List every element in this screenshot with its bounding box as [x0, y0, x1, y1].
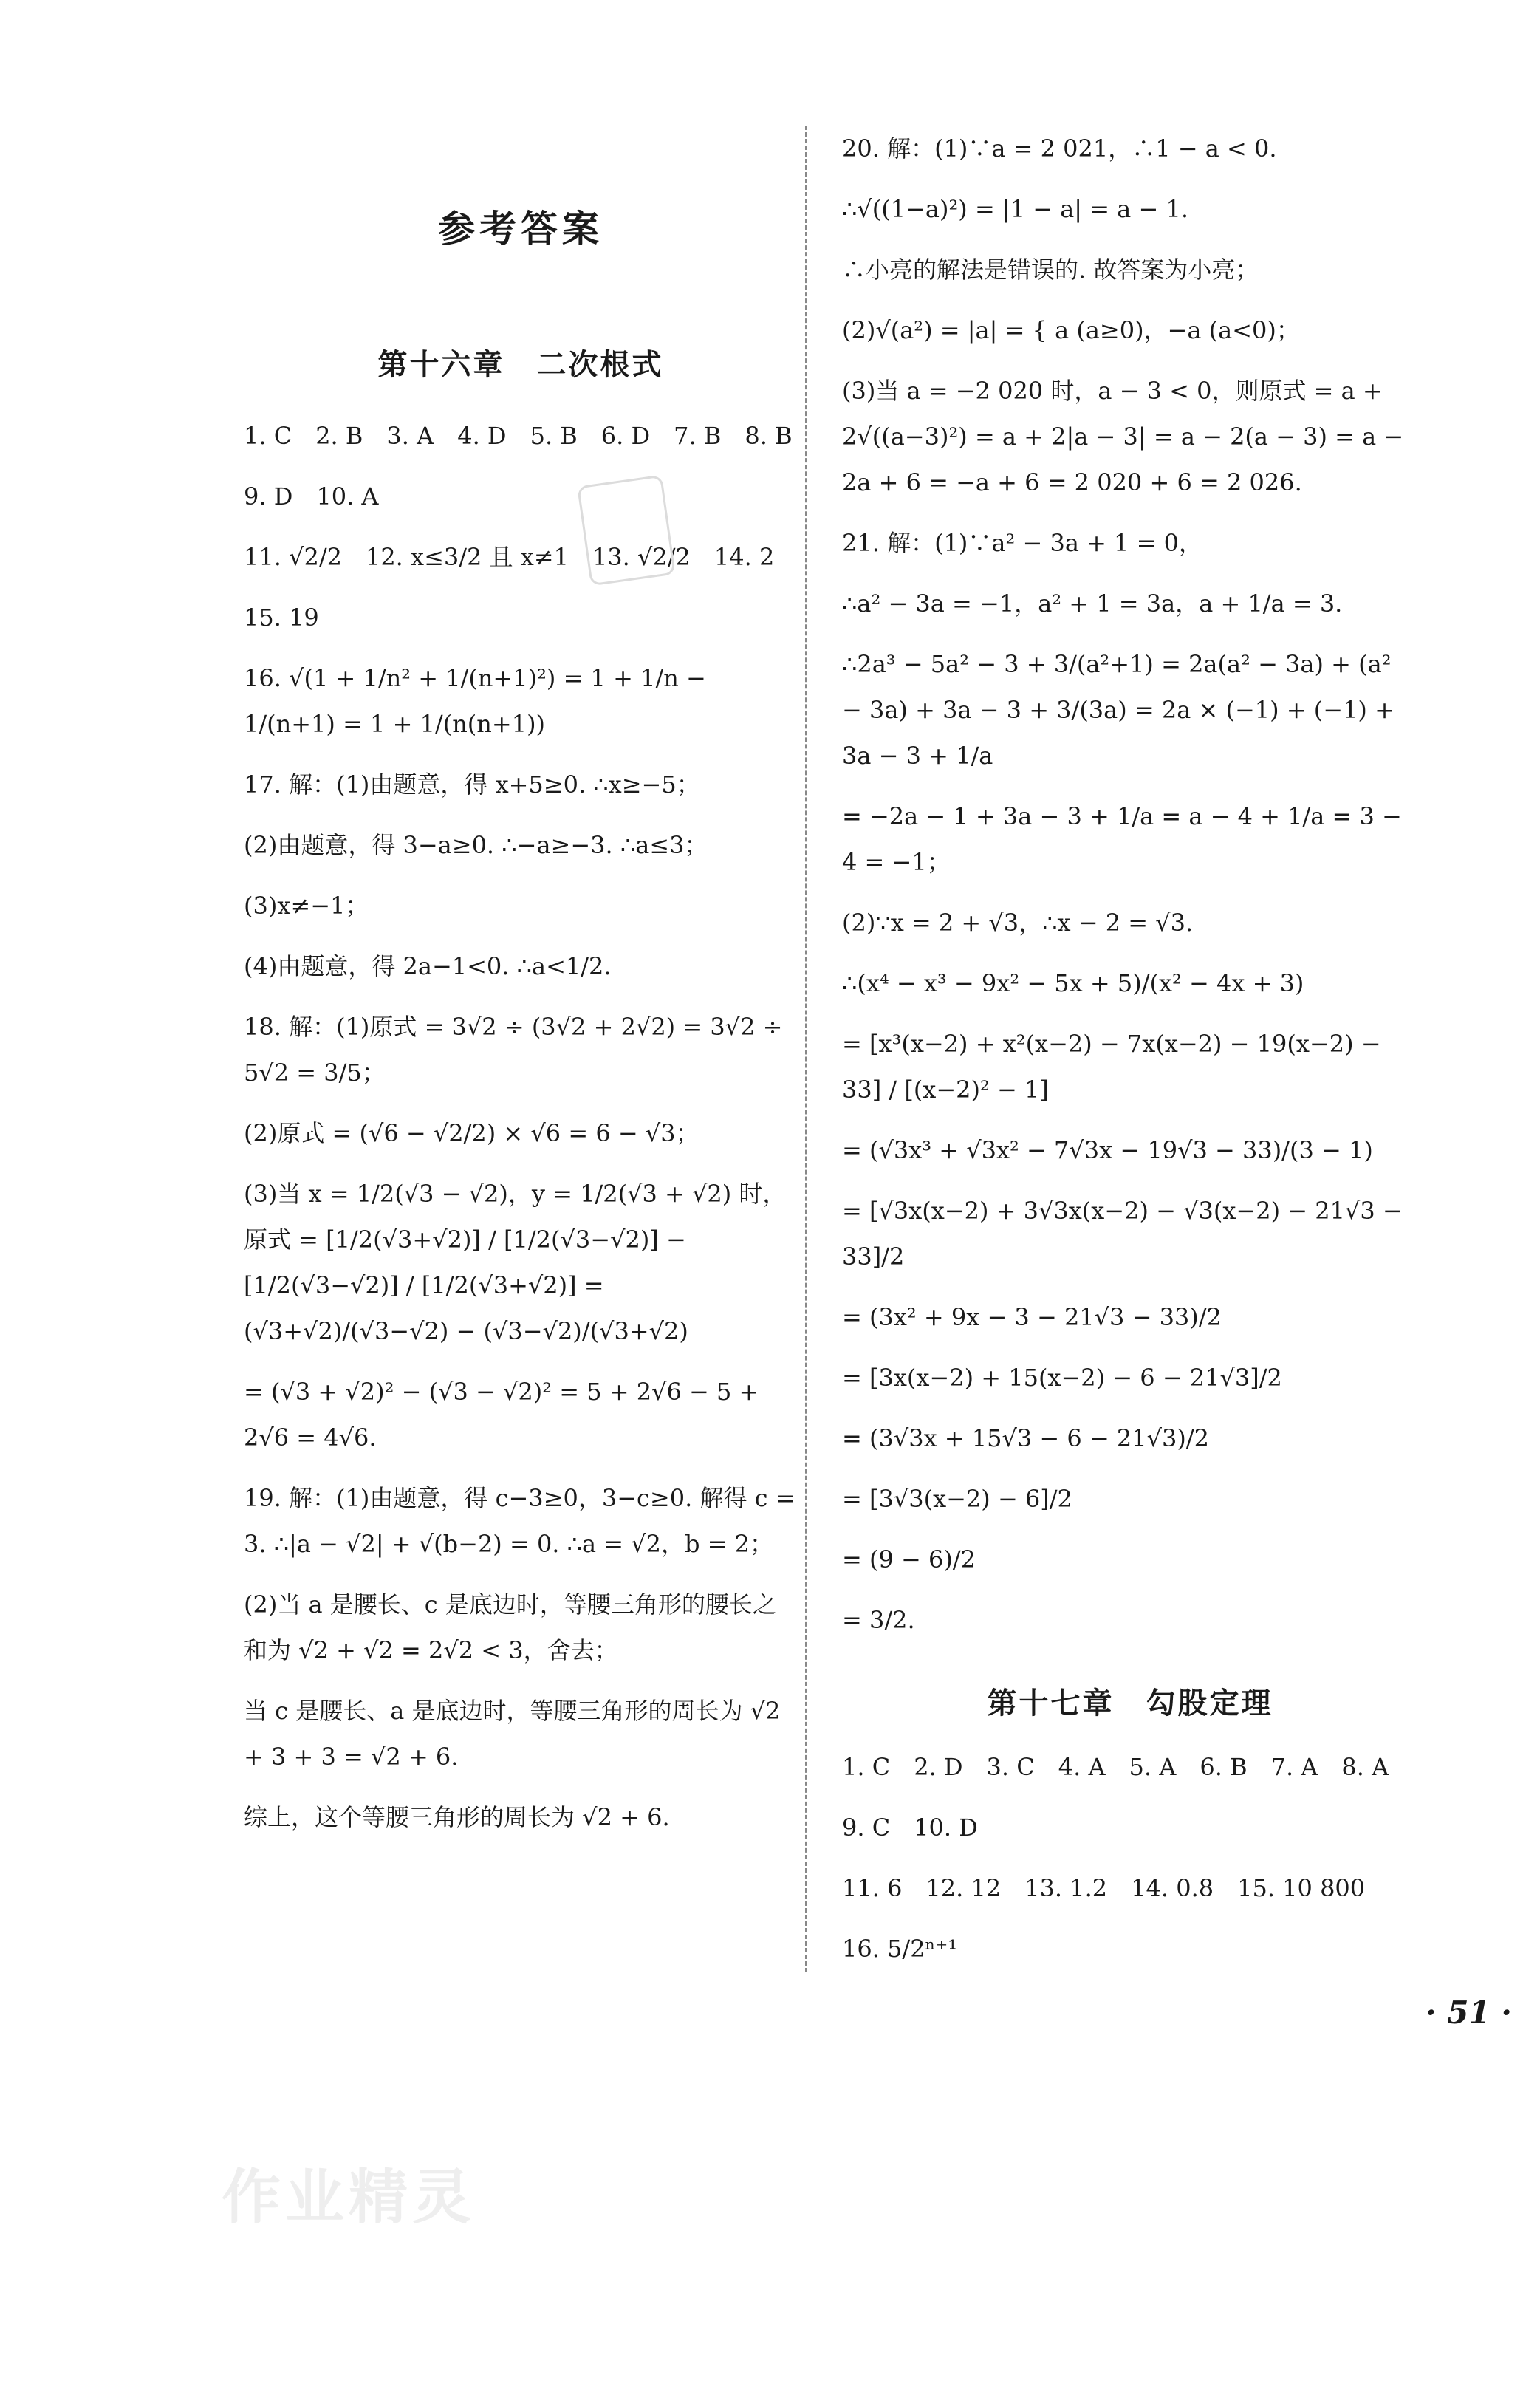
answer-line: (2)当 a 是腰长、c 是底边时，等腰三角形的腰长之和为 √2 + √2 = 2√2 < 3，舍去； — [244, 1590, 776, 1664]
answer-line: = [√3x(x−2) + 3√3x(x−2) − √3(x−2) − 21√3 − 33]/2 — [842, 1197, 1410, 1271]
left-column — [244, 126, 803, 1855]
answer-line: (2)∵x = 2 + √3，∴x − 2 = √3. — [842, 909, 1194, 937]
answer-line: = [x³(x−2) + x²(x−2) − 7x(x−2) − 19(x−2) − 33] / [(x−2)² − 1] — [842, 1030, 1389, 1104]
chapter-16-heading: 第十六章 二次根式 — [377, 347, 664, 382]
column-divider — [805, 126, 807, 1972]
page-title: 参考答案 — [438, 207, 603, 250]
answer-line: (3)当 x = 1/2(√3 − √2)，y = 1/2(√3 + √2) 时，原式 = [1/2(√3+√2)] / [1/2(√3−√2)] − [1/2(√3−√2)] / [1/2(√3+√2)] = (√3+√2)/(√3−√2) − (√3−√2)/(√3+√2) — [244, 1180, 787, 1345]
answer-line: ∴(x⁴ − x³ − 9x² − 5x + 5)/(x² − 4x + 3) — [842, 969, 1304, 997]
answer-line: 16. 5/2ⁿ⁺¹ — [842, 1935, 958, 1963]
answer-line: = (9 − 6)/2 — [842, 1545, 976, 1573]
answer-line: 当 c 是腰长、a 是底边时，等腰三角形的周长为 √2 + 3 + 3 = √2 + 6. — [244, 1697, 788, 1771]
answer-line: 综上，这个等腰三角形的周长为 √2 + 6. — [244, 1803, 670, 1831]
chapter-17-answers — [842, 1744, 1418, 1972]
answer-line: 15. 19 — [244, 604, 319, 632]
watermark: 作业精灵 — [222, 2162, 476, 2232]
answer-line: ∴2a³ − 5a² − 3 + 3/(a²+1) = 2a(a² − 3a) + (a² − 3a) + 3a − 3 + 3/(3a) = 2a × (−1) + (−1) + 3a − 3 + 1/a — [842, 650, 1403, 770]
answer-line: = (√3x³ + √3x² − 7√3x − 19√3 − 33)/(3 − 1) — [842, 1136, 1373, 1164]
answer-line: 21. 解：(1)∵a² − 3a + 1 = 0， — [842, 529, 1202, 557]
answer-line: (4)由题意，得 2a−1<0. ∴a<1/2. — [244, 952, 612, 980]
answer-line: 11. 6 12. 12 13. 1.2 14. 0.8 15. 10 800 — [842, 1874, 1366, 1902]
answer-line: = (3√3x + 15√3 − 6 − 21√3)/2 — [842, 1424, 1210, 1452]
answer-line: 17. 解：(1)由题意，得 x+5≥0. ∴x≥−5； — [244, 770, 700, 799]
answer-line: (3)当 a = −2 020 时，a − 3 < 0，则原式 = a + 2√((a−3)²) = a + 2|a − 3| = a − 2(a − 3) = a − 2a + 6 = −a + 6 = 2 020 + 6 = 2 026. — [842, 377, 1411, 496]
right-column — [842, 126, 1418, 1986]
page-number: · 51 · — [1426, 1994, 1512, 2031]
answer-line: 19. 解：(1)由题意，得 c−3≥0，3−c≥0. 解得 c = 3. ∴|a − √2| + √(b−2) = 0. ∴a = √2，b = 2； — [244, 1484, 803, 1558]
chapter-17-heading: 第十七章 勾股定理 — [987, 1686, 1273, 1720]
questions-20-21 — [842, 126, 1418, 1643]
answer-line: (2)由题意，得 3−a≥0. ∴−a≥−3. ∴a≤3； — [244, 831, 708, 859]
answer-line: = −2a − 1 + 3a − 3 + 1/a = a − 4 + 1/a = 3 − 4 = −1； — [842, 802, 1410, 876]
answer-line: (3)x≠−1； — [244, 892, 369, 920]
answer-line: = (√3 + √2)² − (√3 − √2)² = 5 + 2√6 − 5 + 2√6 = 4√6. — [244, 1378, 767, 1452]
answer-line: 9. C 10. D — [842, 1814, 978, 1842]
chapter-16-answers — [244, 413, 803, 1840]
answer-line: (2)√(a²) = |a| = { a (a≥0)，−a (a<0)； — [842, 316, 1300, 344]
answer-line: = [3√3(x−2) − 6]/2 — [842, 1485, 1072, 1513]
answer-line: 1. C 2. D 3. C 4. A 5. A 6. B 7. A 8. A — [842, 1753, 1389, 1781]
answer-line: ∴小亮的解法是错误的. 故答案为小亮； — [842, 256, 1259, 284]
answer-line: = (3x² + 9x − 3 − 21√3 − 33)/2 — [842, 1303, 1222, 1331]
answer-line: = [3x(x−2) + 15(x−2) − 6 − 21√3]/2 — [842, 1364, 1282, 1392]
answer-line: = 3/2. — [842, 1606, 915, 1634]
answer-line: (2)原式 = (√6 − √2/2) × √6 = 6 − √3； — [244, 1119, 699, 1147]
answer-line: 11. √2/2 12. x≤3/2 且 x≠1 13. √2/2 14. 2 — [244, 543, 775, 571]
answer-line: 9. D 10. A — [244, 482, 379, 510]
answer-line: 18. 解：(1)原式 = 3√2 ÷ (3√2 + 2√2) = 3√2 ÷ 5√2 = 3/5； — [244, 1013, 790, 1087]
answer-line: 1. C 2. B 3. A 4. D 5. B 6. D 7. B 8. B — [244, 422, 793, 450]
answer-line: 20. 解：(1)∵a = 2 021，∴1 − a < 0. — [842, 134, 1277, 163]
stamp-mark — [577, 475, 676, 587]
answer-line: ∴a² − 3a = −1，a² + 1 = 3a，a + 1/a = 3. — [842, 589, 1343, 618]
answer-line: 16. √(1 + 1/n² + 1/(n+1)²) = 1 + 1/n − 1/(n+1) = 1 + 1/(n(n+1)) — [244, 664, 713, 738]
answer-line: ∴√((1−a)²) = |1 − a| = a − 1. — [842, 195, 1188, 223]
